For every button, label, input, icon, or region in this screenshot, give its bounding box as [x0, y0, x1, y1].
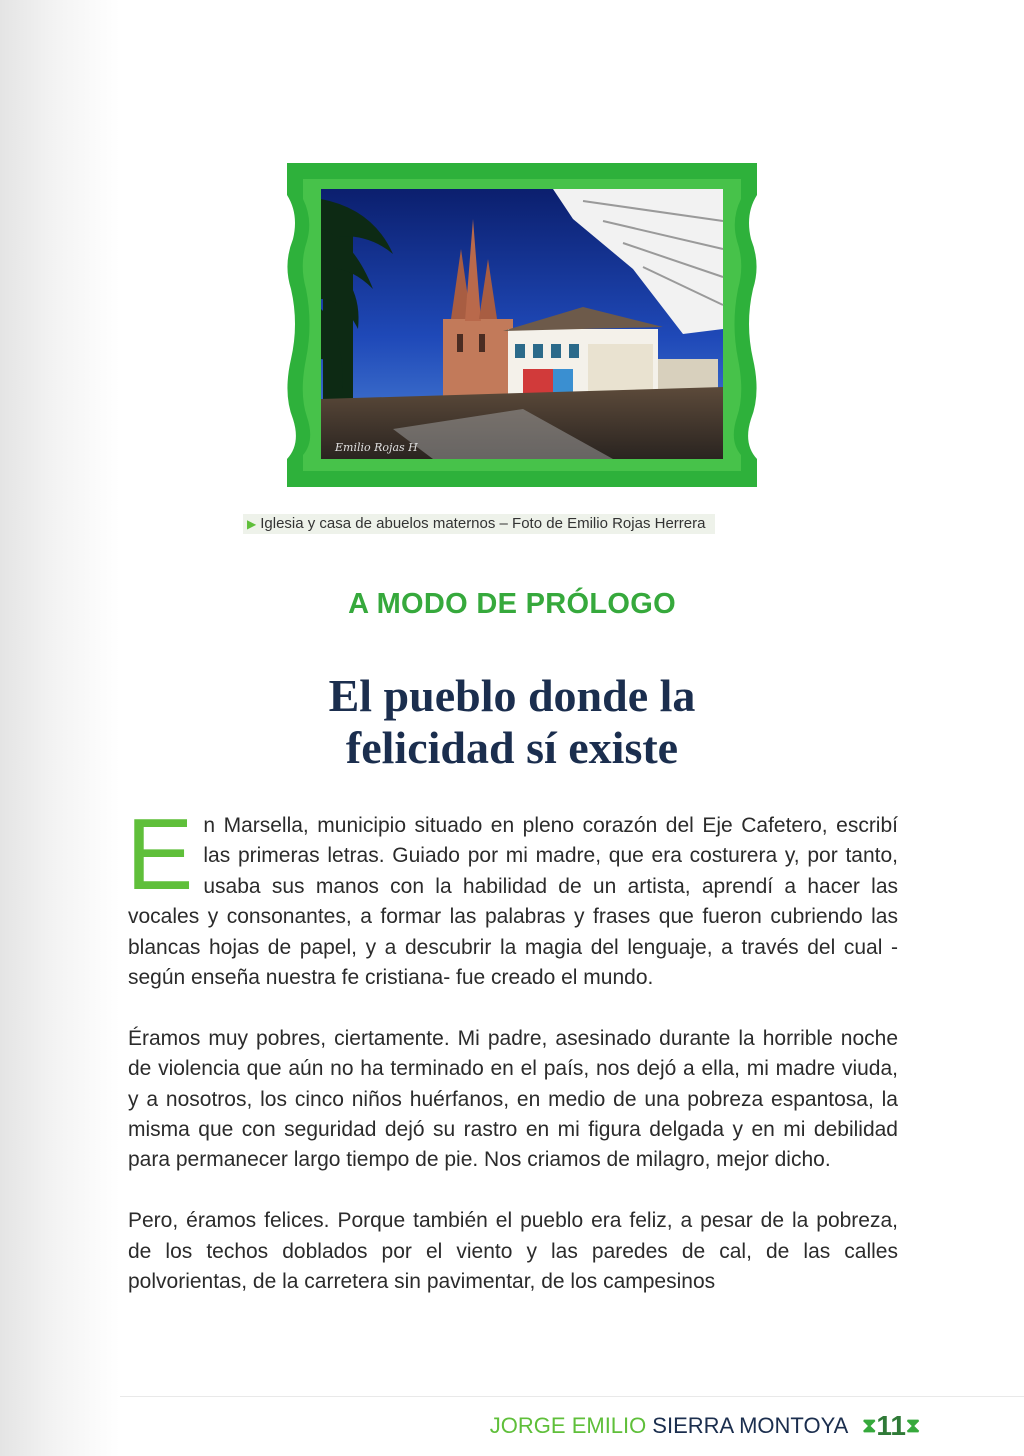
author-last-name: SIERRA MONTOYA: [652, 1413, 849, 1438]
photo-signature: Emilio Rojas H: [335, 441, 418, 454]
author-first-name: JORGE EMILIO: [489, 1413, 647, 1438]
article-body: [126, 799, 898, 1328]
church-photo: [283, 159, 761, 491]
paragraph-1: [126, 799, 898, 993]
page-footer: [490, 1408, 920, 1444]
paragraph-3: Pero, éramos felices. Porque también el pueblo era feliz, a pesar de la pobreza, de los techos doblados por el viento y las paredes de cal, de las calles polvorientas, de la carretera sin pavimentar, de los campesinos: [128, 1209, 898, 1294]
drop-cap: E: [126, 799, 194, 911]
page-number-block: [862, 1410, 920, 1442]
hourglass-ornament-icon: ⧗: [905, 1414, 920, 1437]
play-triangle-icon: ▶: [247, 517, 257, 531]
footer-divider: [120, 1396, 1024, 1397]
chapter-title: [0, 670, 1024, 774]
page-number: 11: [876, 1410, 906, 1441]
caption-text: Iglesia y casa de abuelos maternos – Foto de Emilio Rojas Herrera: [260, 515, 706, 532]
photo-caption: [243, 514, 715, 534]
title-line-1: El pueblo donde la: [328, 670, 696, 721]
paragraph-1-text: n Marsella, municipio situado en pleno corazón del Eje Cafetero, escribí las primeras letras. Guiado por mi madre, que era costurera y, por tanto, usaba sus manos con la habilidad de un artista, aprendí a hacer las vocales y consonantes, a formar las palabras y frases que fueron cubriendo las blancas hojas de papel, y a descubrir la magia del lenguaje, a través del cual -según enseña nuestra fe cristiana- fue creado el mundo.: [128, 814, 898, 990]
hourglass-ornament-icon: ⧗: [862, 1414, 877, 1437]
photo-image: [321, 189, 723, 459]
title-line-2: felicidad sí existe: [345, 722, 679, 773]
paragraph-2: Éramos muy pobres, ciertamente. Mi padre, asesinado durante la horrible noche de violencia que aún no ha terminado en el país, nos dejó a ella, mi madre viuda, y a nosotros, los cinco niños huérfanos, en medio de una pobreza espantosa, la misma que con seguridad dejó su rastro en mi figura delgada y en mi debilidad para permanecer largo tiempo de pie. Nos criamos de milagro, mejor dicho.: [128, 1026, 898, 1172]
section-title: A MODO DE PRÓLOGO: [348, 588, 676, 620]
photo-frame: [283, 159, 761, 491]
